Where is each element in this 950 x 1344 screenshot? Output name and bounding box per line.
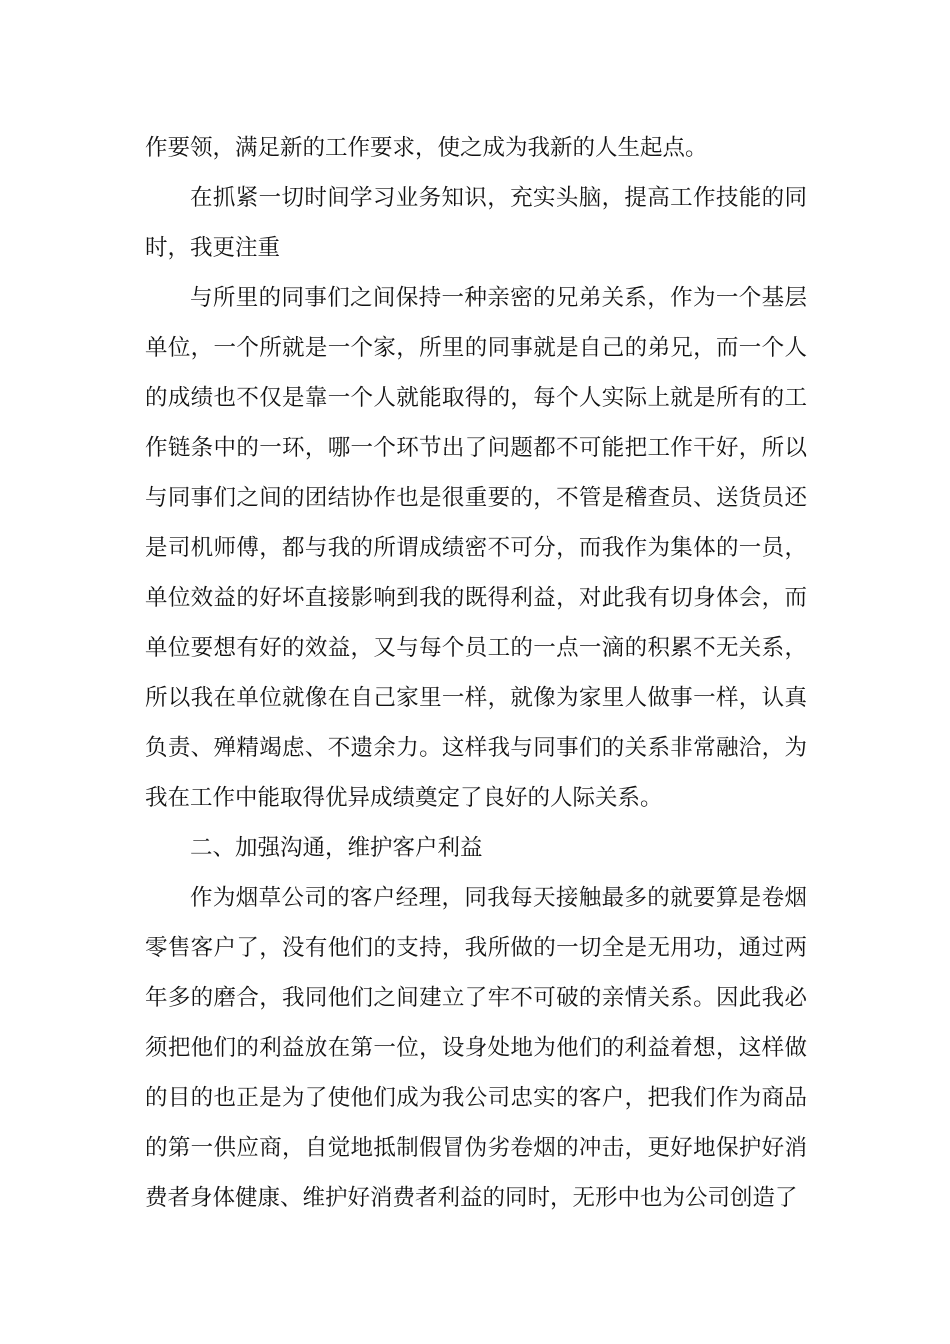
paragraph-continuation: 作要领，满足新的工作要求，使之成为我新的人生起点。 bbox=[145, 135, 708, 161]
document-body bbox=[145, 123, 807, 1223]
paragraph-colleague-relations: 与所里的同事们之间保持一种亲密的兄弟关系，作为一个基层单位，一个所就是一个家，所里的同事就是自己的弟兄，而一个人的成绩也不仅是靠一个人就能取得的，每个人实际上就是所有的工作链条中的一环，哪一个环节出了问题都不可能把工作干好，所以与同事们之间的团结协作也是很重要的，不管是稽查员、送货员还是司机师傅，都与我的所谓成绩密不可分，而我作为集体的一员，单位效益的好坏直接影响到我的既得利益，对此我有切身体会，而单位要想有好的效益，又与每个员工的一点一滴的积累不无关系，所以我在单位就像在自己家里一样，就像为家里人做事一样，认真负责、殚精竭虑、不遗余力。这样我与同事们的关系非常融洽，为我在工作中能取得优异成绩奠定了良好的人际关系。 bbox=[145, 285, 807, 811]
paragraph-customer-interests: 作为烟草公司的客户经理，同我每天接触最多的就要算是卷烟零售客户了，没有他们的支持，我所做的一切全是无用功，通过两年多的磨合，我同他们之间建立了牢不可破的亲情关系。因此我必须把他们的利益放在第一位，设身处地为他们的利益着想，这样做的目的也正是为了使他们成为我公司忠实的客户，把我们作为商品的第一供应商，自觉地抵制假冒伪劣卷烟的冲击，更好地保护好消费者身体健康、维护好消费者利益的同时，无形中也为公司创造了 bbox=[145, 885, 807, 1211]
paragraph-study-focus: 在抓紧一切时间学习业务知识，充实头脑，提高工作技能的同时，我更注重 bbox=[145, 185, 807, 261]
section-heading-communication: 二、加强沟通，维护客户利益 bbox=[190, 835, 483, 861]
